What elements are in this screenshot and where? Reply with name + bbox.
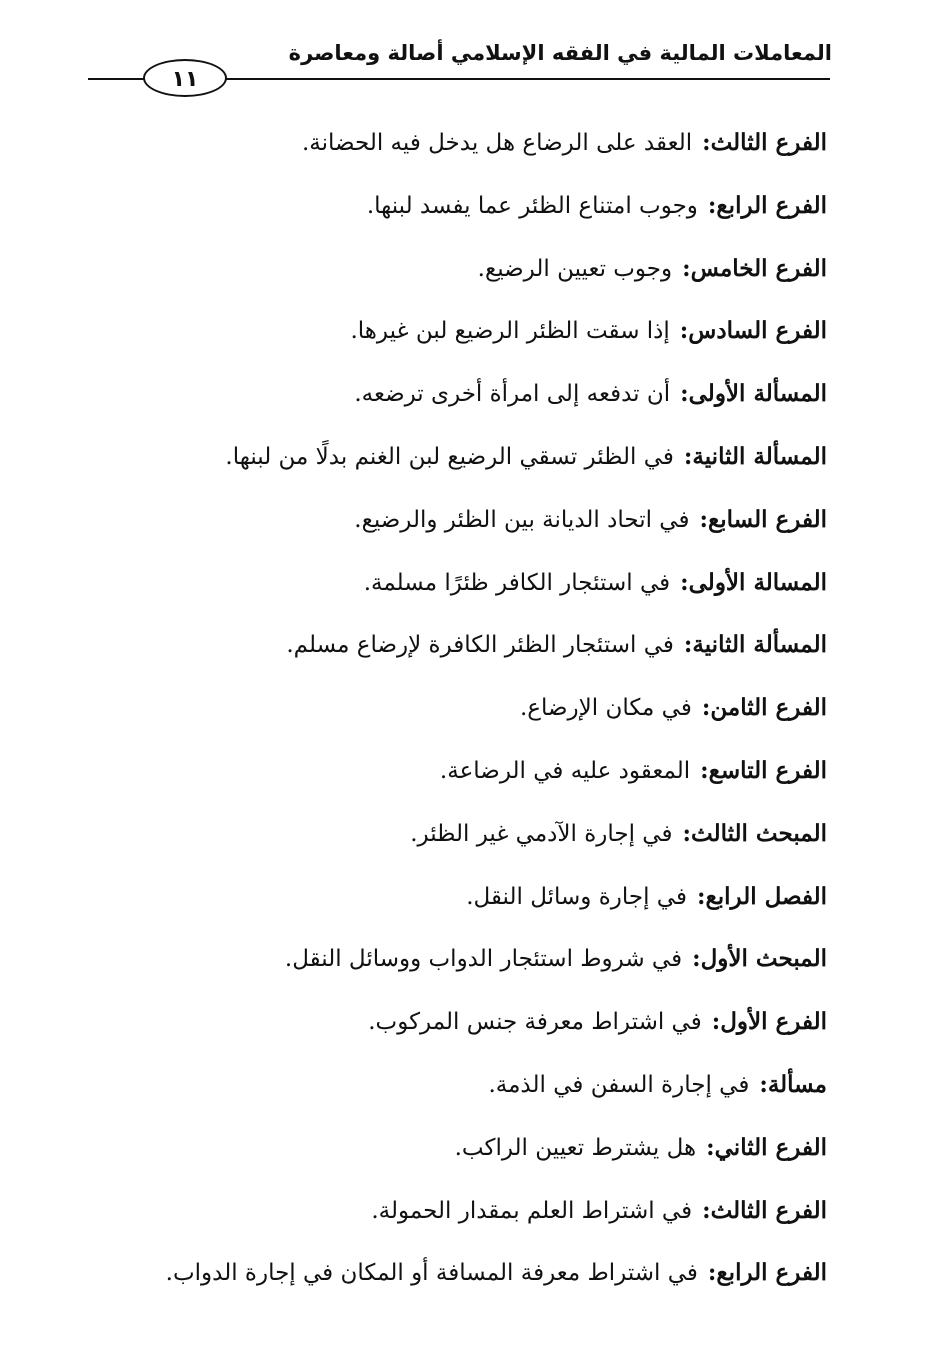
entry-label: المسألة الثانية <box>692 631 827 659</box>
entry-colon: : <box>680 380 689 408</box>
entry-text: في اشتراط معرفة جنس المركوب. <box>368 1009 702 1036</box>
toc-entry <box>67 1054 827 1117</box>
toc-entry <box>67 552 827 615</box>
entry-label: المبحث الثالث <box>690 819 827 847</box>
table-of-contents <box>67 112 827 1305</box>
entry-colon: : <box>683 631 693 659</box>
entry-text: في اشتراط معرفة المسافة أو المكان في إجارة الدواب. <box>165 1260 698 1287</box>
toc-entry <box>67 426 827 489</box>
entry-colon: : <box>692 945 701 973</box>
entry-colon: : <box>759 1070 768 1098</box>
entry-text: في اشتراط العلم بمقدار الحمولة. <box>371 1197 693 1224</box>
entry-text: وجوب تعيين الرضيع. <box>477 255 673 282</box>
entry-text: وجوب امتناع الظئر عما يفسد لبنها. <box>366 192 698 219</box>
entry-label: الفرع الثالث <box>710 129 827 156</box>
entry-colon: : <box>680 568 689 596</box>
entry-label: المسألة الثانية <box>692 442 827 470</box>
entry-text: في شروط استئجار الدواب ووسائل النقل. <box>284 946 683 973</box>
toc-entry <box>67 300 827 363</box>
entry-label: مسألة <box>767 1070 827 1098</box>
entry-text: العقد على الرضاع هل يدخل فيه الحضانة. <box>302 130 693 156</box>
toc-entry <box>67 740 827 803</box>
entry-label: المبحث الأول <box>700 945 827 973</box>
toc-entry <box>67 1180 827 1243</box>
entry-colon: : <box>701 694 711 722</box>
entry-text: إذا سقت الظئر الرضيع لبن غيرها. <box>350 318 670 345</box>
entry-colon: : <box>707 1259 717 1287</box>
entry-label: الفصل الرابع <box>705 882 827 910</box>
entry-text: هل يشترط تعيين الراكب. <box>454 1134 697 1161</box>
entry-label: الفرع السادس <box>688 317 827 345</box>
entry-colon: : <box>682 819 691 847</box>
entry-colon: : <box>707 191 717 219</box>
toc-entry <box>67 1242 827 1305</box>
toc-entry <box>67 614 827 677</box>
entry-label: الفرع السابع <box>707 505 827 533</box>
toc-entry <box>67 363 827 426</box>
entry-text: في الظئر تسقي الرضيع لبن الغنم بدلًا من لبنها. <box>225 443 674 470</box>
entry-colon: : <box>702 1196 711 1224</box>
entry-colon: : <box>679 317 689 345</box>
toc-entry <box>67 866 827 929</box>
toc-entry <box>67 175 827 238</box>
entry-label: الفرع الرابع <box>716 191 827 219</box>
page-header <box>0 38 932 108</box>
entry-label: الفرع التاسع <box>708 756 827 784</box>
entry-label: المسألة الأولى <box>688 380 827 408</box>
entry-colon: : <box>699 505 708 533</box>
entry-label: الفرع الخامس <box>690 254 827 282</box>
toc-entry <box>67 112 827 175</box>
page-number-badge: ١١ <box>143 59 227 97</box>
entry-text: في اتحاد الديانة بين الظئر والرضيع. <box>354 506 690 533</box>
toc-entry <box>67 489 827 552</box>
toc-entry <box>67 1117 827 1180</box>
running-title: المعاملات المالية في الفقه الإسلامي أصالة ومعاصرة <box>288 41 832 65</box>
toc-entry <box>67 991 827 1054</box>
entry-text: في مكان الإرضاع. <box>519 695 692 722</box>
entry-text: في إجارة السفن في الذمة. <box>488 1071 750 1098</box>
entry-text: في إجارة الآدمي غير الظئر. <box>410 820 673 847</box>
toc-entry <box>67 677 827 740</box>
entry-colon: : <box>702 129 711 156</box>
entry-colon: : <box>700 756 709 784</box>
entry-text: المعقود عليه في الرضاعة. <box>439 757 691 784</box>
entry-label: الفرع الثاني <box>714 1133 827 1161</box>
toc-entry <box>67 238 827 301</box>
entry-text: في استئجار الكافر ظئرًا مسلمة. <box>363 569 671 596</box>
entry-label: الفرع الثامن <box>710 694 827 722</box>
entry-colon: : <box>706 1133 715 1161</box>
entry-text: أن تدفعه إلى امرأة أخرى ترضعه. <box>354 381 671 408</box>
entry-text: في إجارة وسائل النقل. <box>466 883 687 910</box>
entry-label: الفرع الثالث <box>710 1196 827 1224</box>
entry-colon: : <box>683 442 693 470</box>
entry-colon: : <box>711 1008 721 1036</box>
entry-label: الفرع الأول <box>720 1008 827 1036</box>
entry-colon: : <box>696 882 706 910</box>
toc-entry <box>67 928 827 991</box>
entry-label: الفرع الرابع <box>716 1259 827 1287</box>
entry-text: في استئجار الظئر الكافرة لإرضاع مسلم. <box>286 632 674 659</box>
entry-label: المسالة الأولى <box>688 568 827 596</box>
entry-colon: : <box>682 254 691 282</box>
toc-entry <box>67 803 827 866</box>
